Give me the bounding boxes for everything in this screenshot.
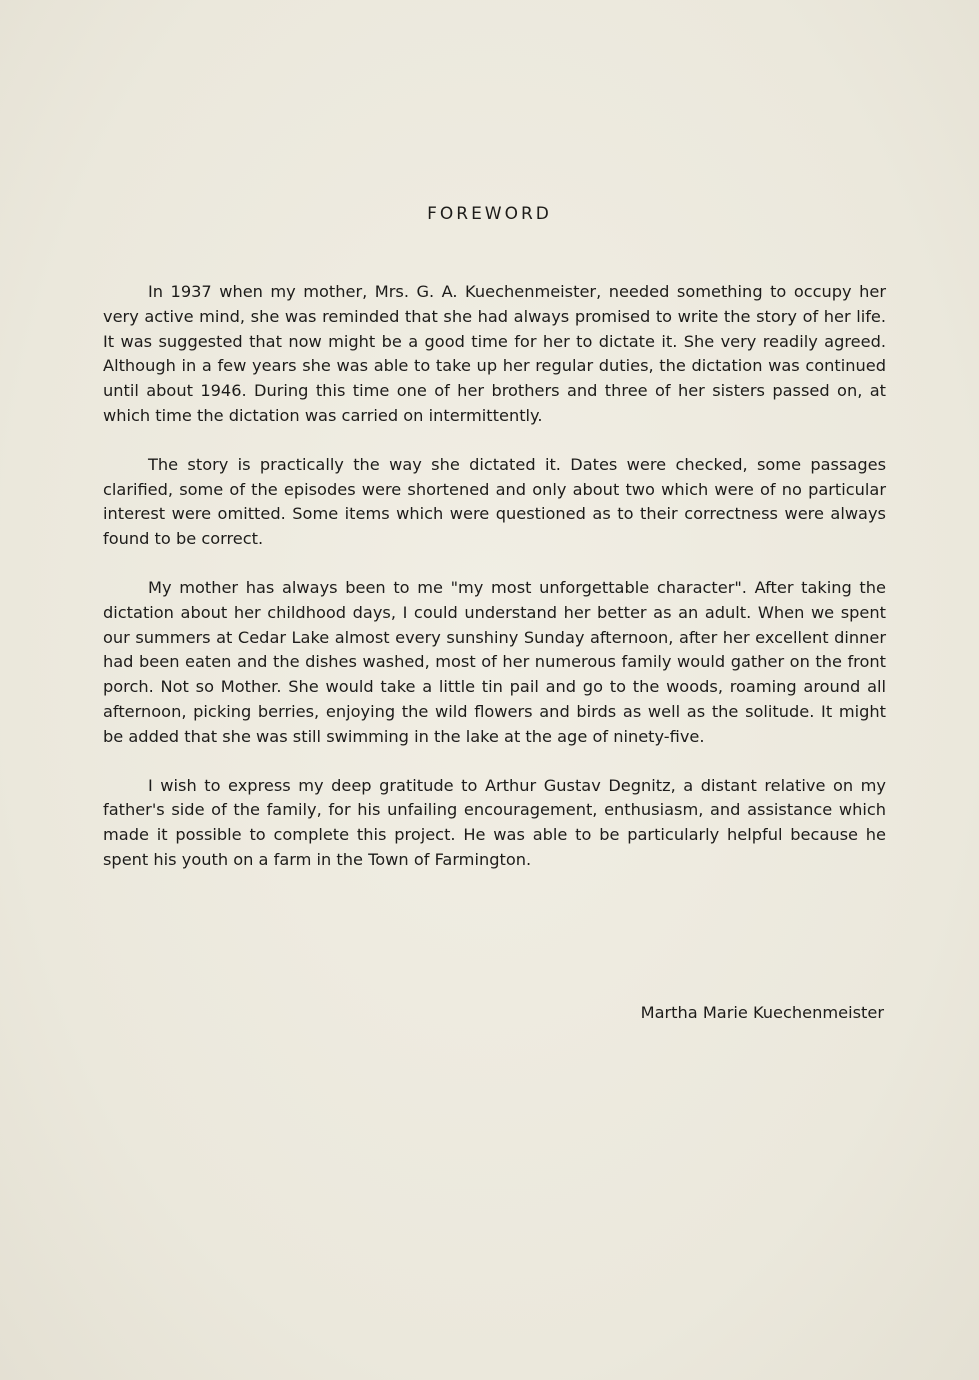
foreword-body xyxy=(103,280,886,897)
paragraph-1: In 1937 when my mother, Mrs. G. A. Kuechenmeister, needed something to occupy her very active mind, she was reminded that she had always promised to write the story of her life. It was suggested that now might be a good time for her to dictate it. She very readily agreed. Although in a few years she was able to take up her regular duties, the dictation was continued until about 1946. During this time one of her brothers and three of her sisters passed on, at which time the dictation was carried on intermittently. xyxy=(103,282,886,425)
signature: Martha Marie Kuechenmeister xyxy=(640,1003,884,1022)
paragraph-4: I wish to express my deep gratitude to Arthur Gustav Degnitz, a distant relative on my father's side of the family, for his unfailing encouragement, enthusiasm, and assistance which made it possible to complete this project. He was able to be particularly helpful because he spent his youth on a farm in the Town of Farmington. xyxy=(103,775,886,869)
paragraph-3: My mother has always been to me "my most unforgettable character". After taking the dictation about her childhood days, I could understand her better as an adult. When we spent our summers at Cedar Lake almost every sunshiny Sunday afternoon, after her excellent dinner had been eaten and the dishes washed, most of her numerous family would gather on the front porch. Not so Mother. She would take a little tin pail and go to the woods, roaming around all afternoon, picking berries, enjoying the wild flowers and birds as well as the solitude. It might be added that she was still swimming in the lake at the age of ninety-five. xyxy=(103,577,886,746)
page-title: FOREWORD xyxy=(427,204,552,224)
paragraph-2: The story is practically the way she dictated it. Dates were checked, some passages clarified, some of the episodes were shortened and only about two which were of no particular interest were omitted. Some items which were questioned as to their correctness were always found to be correct. xyxy=(103,454,886,549)
